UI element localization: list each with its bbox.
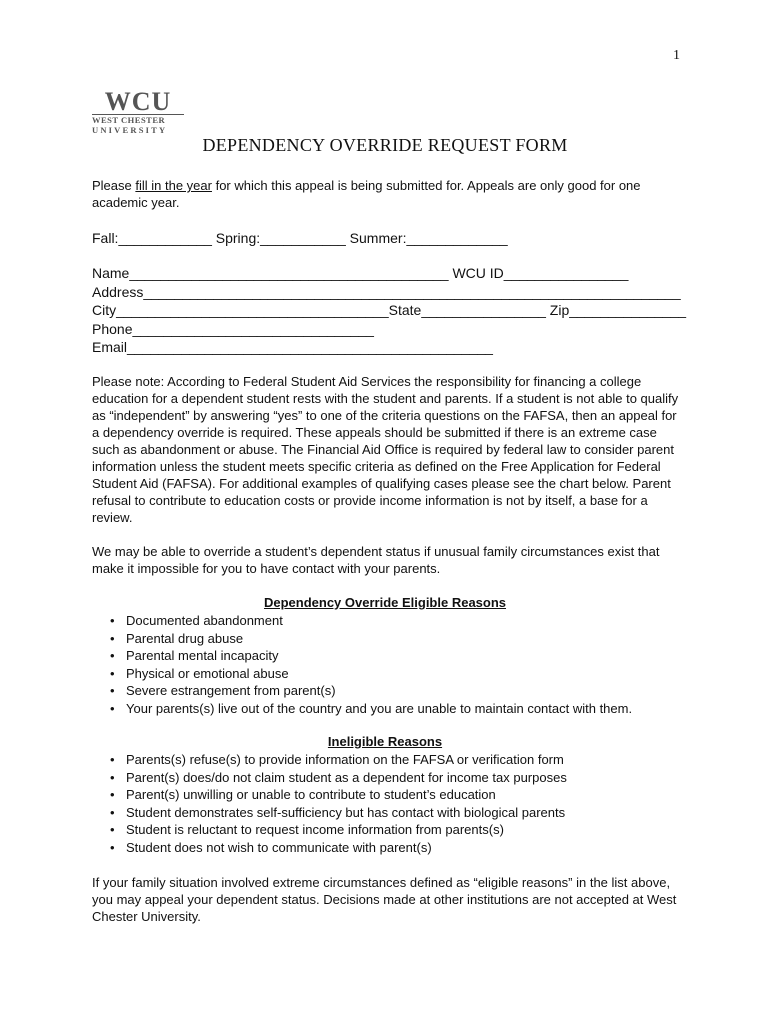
list-item: • Parents(s) refuse(s) to provide information on the FAFSA or verification form — [110, 751, 567, 769]
term-fields-line[interactable]: Fall:____________ Spring:___________ Summer:_____________ — [92, 230, 508, 246]
eligible-reasons-list — [110, 612, 632, 717]
phone-field[interactable]: Phone_______________________________ — [92, 320, 374, 337]
wcu-logo — [92, 87, 184, 135]
intro-paragraph — [92, 177, 682, 211]
contact-fields — [92, 264, 687, 357]
email-field[interactable]: Email_______________________________________________ — [92, 339, 493, 355]
list-item: • Parent(s) unwilling or unable to contribute to student’s education — [110, 786, 567, 804]
closing-paragraph: If your family situation involved extreme circumstances defined as “eligible reasons” in the list above, you may appeal your dependent status. Decisions made at other institutions are not accepted at West Chester University. — [92, 875, 677, 924]
intro-underlined-text: fill in the year — [135, 178, 212, 193]
logo-line-university: UNIVERSITY — [92, 125, 168, 135]
ineligible-reasons-list — [110, 751, 567, 856]
name-wcu-id-field[interactable]: Name_________________________________________ WCU ID________________ — [92, 265, 629, 281]
list-item: • Student does not wish to communicate with parent(s) — [110, 839, 567, 857]
address-field[interactable]: Address_____________________________________________________________________ — [92, 283, 681, 300]
intro-text-before: Please — [92, 178, 136, 193]
list-item: • Your parents(s) live out of the country and you are unable to maintain contact with them. — [110, 700, 632, 718]
note-paragraph: Please note: According to Federal Student Aid Services the responsibility for financing a college education for a dependent student rests with the student and parents. If a student is not able to qualify as “independent” by answering “yes” to one of the criteria questions on the FAFSA, then an appeal for a dependency override is required. These appeals should be submitted if there is an extreme case such as abandonment or abuse. The Financial Aid Office is required by federal law to consider parent information unless the student meets specific criteria as defined on the Free Application for Federal Student Aid (FAFSA). For additional examples of qualifying cases please see the chart below. Parent refusal to contribute to education costs or provide income information is not by itself, a base for a review. — [92, 374, 679, 525]
form-title: DEPENDENCY OVERRIDE REQUEST FORM — [202, 135, 568, 155]
logo-wordmark: WCU — [92, 90, 184, 115]
list-item: • Parental drug abuse — [110, 630, 632, 648]
eligible-reasons-heading: Dependency Override Eligible Reasons — [263, 595, 507, 610]
ineligible-reasons-heading: Ineligible Reasons — [327, 734, 443, 749]
city-state-zip-field[interactable]: City___________________________________State________________ Zip_______________ — [92, 302, 687, 318]
page-number: 1 — [673, 48, 680, 63]
logo-line-west-chester: WEST CHESTER — [92, 115, 166, 125]
list-item: • Parental mental incapacity — [110, 647, 632, 665]
list-item: • Physical or emotional abuse — [110, 665, 632, 683]
list-item: • Severe estrangement from parent(s) — [110, 682, 632, 700]
intro-text-after: for which this appeal is being submitted for. Appeals are only good for one academic year. — [92, 178, 641, 210]
override-paragraph: We may be able to override a student’s dependent status if unusual family circumstances exist that make it impossible for you to have contact with your parents. — [92, 544, 660, 576]
list-item: • Student is reluctant to request income information from parents(s) — [110, 821, 567, 839]
list-item: • Student demonstrates self-sufficiency but has contact with biological parents — [110, 804, 567, 822]
list-item: • Parent(s) does/do not claim student as a dependent for income tax purposes — [110, 769, 567, 787]
list-item: • Documented abandonment — [110, 612, 632, 630]
